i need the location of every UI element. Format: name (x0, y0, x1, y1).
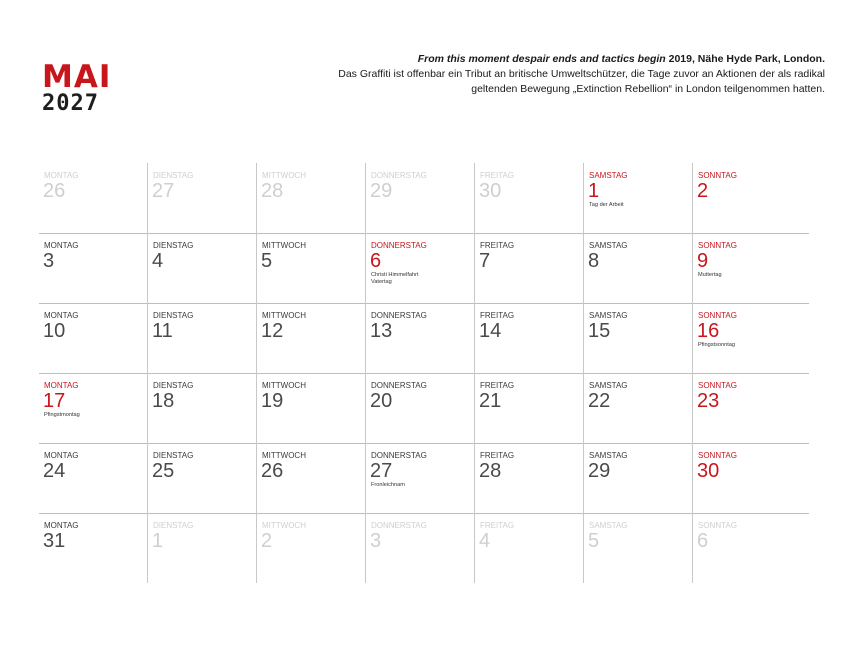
day-cell[interactable] (584, 163, 693, 233)
day-number: 4 (152, 250, 164, 272)
day-number: 2 (261, 530, 273, 552)
weekday-label: MITTWOCH (262, 241, 306, 250)
day-number: 23 (697, 390, 720, 412)
day-cell[interactable] (475, 303, 584, 373)
month-logo (42, 59, 112, 122)
day-number: 11 (152, 320, 173, 342)
day-cell[interactable] (39, 163, 148, 233)
day-cell[interactable] (39, 303, 148, 373)
weekday-label: DIENSTAG (153, 521, 194, 530)
day-number: 25 (152, 460, 175, 482)
day-number: 1 (152, 530, 164, 552)
day-number: 20 (370, 390, 393, 412)
weekday-label: DONNERSTAG (371, 241, 427, 250)
weekday-label: SONNTAG (698, 241, 737, 250)
weekday-label: MITTWOCH (262, 521, 306, 530)
weekday-label: SAMSTAG (589, 451, 628, 460)
day-number: 26 (43, 180, 66, 202)
day-cell[interactable] (148, 303, 257, 373)
day-number: 3 (370, 530, 382, 552)
day-cell[interactable] (366, 443, 475, 513)
weekday-label: DONNERSTAG (371, 171, 427, 180)
day-cell[interactable] (584, 373, 693, 443)
weekday-label: SONNTAG (698, 311, 737, 320)
weekday-label: SONNTAG (698, 451, 737, 460)
weekday-label: FREITAG (480, 311, 515, 320)
weekday-label: FREITAG (480, 241, 515, 250)
weekday-label: DONNERSTAG (371, 451, 427, 460)
day-cell[interactable] (693, 233, 802, 303)
day-cell[interactable] (584, 513, 693, 583)
day-cell[interactable] (693, 513, 802, 583)
day-number: 8 (588, 250, 600, 272)
day-cell[interactable] (584, 443, 693, 513)
day-number: 27 (152, 180, 175, 202)
caption-place: 2019, Nähe Hyde Park, London. (665, 53, 825, 65)
day-number: 12 (261, 320, 284, 342)
weekday-label: DIENSTAG (153, 311, 194, 320)
weekday-label: DIENSTAG (153, 241, 194, 250)
day-cell[interactable] (257, 373, 366, 443)
week-row (39, 303, 809, 374)
weekday-label: SAMSTAG (589, 171, 628, 180)
day-number: 5 (588, 530, 600, 552)
holiday-label: Pfingstsonntag (698, 342, 736, 348)
photo-caption (305, 52, 825, 97)
day-number: 29 (370, 180, 393, 202)
month-title: MAI (42, 59, 112, 95)
day-cell[interactable] (257, 163, 366, 233)
day-number: 4 (479, 530, 491, 552)
weekday-label: DONNERSTAG (371, 521, 427, 530)
weekday-label: MONTAG (44, 171, 79, 180)
week-row (39, 443, 809, 514)
day-number: 24 (43, 460, 66, 482)
day-cell[interactable] (584, 233, 693, 303)
day-number: 5 (261, 250, 273, 272)
day-number: 10 (43, 320, 66, 342)
weekday-label: MITTWOCH (262, 451, 306, 460)
day-number: 13 (370, 320, 393, 342)
day-number: 19 (261, 390, 284, 412)
day-number: 21 (479, 390, 502, 412)
weekday-label: DONNERSTAG (371, 311, 427, 320)
day-cell[interactable] (475, 163, 584, 233)
day-cell[interactable] (366, 163, 475, 233)
day-cell[interactable] (366, 303, 475, 373)
weekday-label: MONTAG (44, 381, 79, 390)
weekday-label: FREITAG (480, 521, 515, 530)
day-cell[interactable] (475, 373, 584, 443)
caption-quote: From this moment despair ends and tactics begin (417, 53, 666, 65)
day-cell[interactable] (584, 303, 693, 373)
weekday-label: MITTWOCH (262, 381, 306, 390)
day-number: 9 (697, 250, 709, 272)
day-number: 29 (588, 460, 611, 482)
caption-text: Das Graffiti ist offenbar ein Tribut an britische Umweltschützer, die Tage zuvor an Aktionen der als radikal geltenden Bewegung „Extinction Rebellion“ in London teilgenommen hatten. (338, 68, 825, 95)
day-number: 28 (261, 180, 284, 202)
day-number: 16 (697, 320, 720, 342)
day-cell[interactable] (257, 233, 366, 303)
day-number: 26 (261, 460, 284, 482)
holiday-label: Tag der Arbeit (589, 202, 624, 208)
weekday-label: DONNERSTAG (371, 381, 427, 390)
weekday-label: FREITAG (480, 451, 515, 460)
day-cell[interactable] (475, 513, 584, 583)
day-cell[interactable] (39, 373, 148, 443)
day-cell[interactable] (366, 373, 475, 443)
day-number: 17 (43, 390, 66, 412)
weekday-label: SAMSTAG (589, 521, 628, 530)
day-number: 1 (588, 180, 600, 202)
weekday-label: SONNTAG (698, 381, 737, 390)
day-cell[interactable] (366, 513, 475, 583)
day-cell[interactable] (257, 513, 366, 583)
day-cell[interactable] (148, 443, 257, 513)
weekday-label: SONNTAG (698, 171, 737, 180)
day-number: 30 (479, 180, 502, 202)
day-number: 18 (152, 390, 175, 412)
holiday-label: Pfingstmontag (44, 412, 80, 418)
day-cell[interactable] (39, 233, 148, 303)
week-row (39, 233, 809, 304)
day-number: 2 (697, 180, 709, 202)
day-number: 14 (479, 320, 502, 342)
day-number: 15 (588, 320, 611, 342)
week-row (39, 163, 809, 234)
day-cell[interactable] (475, 443, 584, 513)
day-cell[interactable] (366, 233, 475, 303)
weekday-label: DIENSTAG (153, 381, 194, 390)
day-cell[interactable] (148, 233, 257, 303)
weekday-label: MITTWOCH (262, 311, 306, 320)
weekday-label: MONTAG (44, 241, 79, 250)
day-number: 3 (43, 250, 55, 272)
week-row (39, 373, 809, 444)
week-row (39, 513, 809, 583)
day-cell[interactable] (693, 443, 802, 513)
weekday-label: MONTAG (44, 311, 79, 320)
day-number: 28 (479, 460, 502, 482)
day-cell[interactable] (148, 513, 257, 583)
holiday-label: Christi Himmelfahrt Vatertag (371, 272, 419, 285)
day-number: 27 (370, 460, 393, 482)
weekday-label: SAMSTAG (589, 241, 628, 250)
day-number: 30 (697, 460, 720, 482)
day-number: 31 (43, 530, 66, 552)
day-cell[interactable] (257, 443, 366, 513)
day-cell[interactable] (693, 373, 802, 443)
weekday-label: SAMSTAG (589, 311, 628, 320)
calendar-grid (39, 163, 809, 585)
day-cell[interactable] (39, 443, 148, 513)
day-number: 6 (370, 250, 382, 272)
year-title: 2027 (42, 91, 99, 116)
holiday-label: Fronleichnam (371, 482, 405, 488)
day-number: 22 (588, 390, 611, 412)
day-cell[interactable] (475, 233, 584, 303)
weekday-label: MONTAG (44, 521, 79, 530)
weekday-label: DIENSTAG (153, 171, 194, 180)
holiday-label: Muttertag (698, 272, 722, 278)
day-cell[interactable] (148, 163, 257, 233)
day-cell[interactable] (257, 303, 366, 373)
weekday-label: SAMSTAG (589, 381, 628, 390)
day-cell[interactable] (148, 373, 257, 443)
day-cell[interactable] (39, 513, 148, 583)
weekday-label: MITTWOCH (262, 171, 306, 180)
day-cell[interactable] (693, 163, 802, 233)
day-number: 7 (479, 250, 491, 272)
day-cell[interactable] (693, 303, 802, 373)
day-number: 6 (697, 530, 709, 552)
weekday-label: FREITAG (480, 171, 515, 180)
weekday-label: FREITAG (480, 381, 515, 390)
weekday-label: SONNTAG (698, 521, 737, 530)
weekday-label: DIENSTAG (153, 451, 194, 460)
weekday-label: MONTAG (44, 451, 79, 460)
